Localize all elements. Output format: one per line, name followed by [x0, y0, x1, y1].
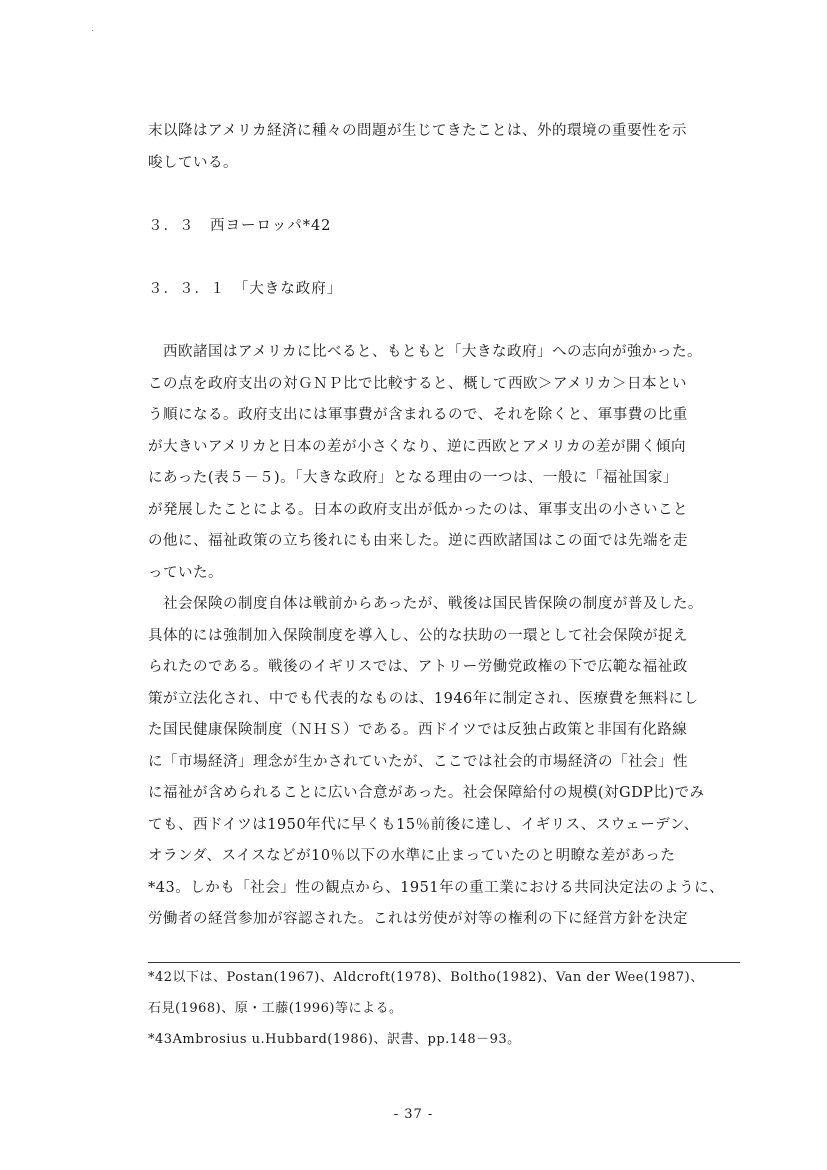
paragraph-line: っていた。	[148, 565, 223, 581]
paragraph-line: が発展したことによる。日本の政府支出が低かったのは、軍事支出の小さいこと	[148, 502, 688, 518]
scan-speck	[92, 30, 93, 31]
paragraph-line: の他に、福祉政策の立ち後れにも由来した。逆に西欧諸国はこの面では先端を走	[148, 533, 688, 549]
paragraph-line: オランダ、スイスなどが10％以下の水準に止まっていたのと明瞭な差があった	[148, 848, 676, 864]
paragraph-line: 具体的には強制加入保険制度を導入し、公的な扶助の一環として社会保険が捉え	[148, 628, 688, 644]
section-heading: ３．３ 西ヨーロッパ*42	[148, 218, 332, 234]
paragraph-line: この点を政府支出の対ＧＮＰ比で比較すると、概して西欧＞アメリカ＞日本とい	[148, 376, 687, 392]
paragraph-line: に「市場経済」理念が生かされていたが、ここでは社会的市場経済の「社会」性	[148, 754, 688, 770]
paragraph-line: にあった(表５－５)。「大きな政府」となる理由の一つは、一般に「福祉国家」	[148, 470, 678, 486]
footnote-42-line-1: *42以下は、Postan(1967)、Aldcroft(1978)、Boltho(1982)、Van der Wee(1987)、	[148, 970, 704, 985]
footnote-42-line-2: 石見(1968)、原・工藤(1996)等による。	[148, 1001, 403, 1016]
paragraph-line: 策が立法化され、中でも代表的なものは、1946年に制定され、医療費を無料にし	[148, 691, 699, 707]
paragraph-line: 西欧諸国はアメリカに比べると、もともと「大きな政府」への志向が強かった。	[148, 344, 702, 360]
paragraph-line: に福祉が含められることに広い合意があった。社会保障給付の規模(対GDP比)でみ	[148, 785, 705, 801]
footnote-43: *43Ambrosius u.Hubbard(1986)、訳書、pp.148－93。	[148, 1032, 521, 1047]
paragraph-line: う順になる。政府支出には軍事費が含まれるので、それを除くと、軍事費の比重	[148, 407, 688, 423]
intro-line-1: 末以降はアメリカ経済に種々の問題が生じてきたことは、外的環境の重要性を示	[148, 123, 687, 139]
paragraph-line: 労働者の経営参加が容認された。これは労使が対等の権利の下に経営方針を決定	[148, 911, 688, 927]
paragraph-line: ても、西ドイツは1950年代に早くも15％前後に達し、イギリス、スウェーデン、	[148, 817, 699, 833]
paragraph-line: た国民健康保険制度（ＮＨＳ）である。西ドイツでは反独占政策と非国有化路線	[148, 722, 688, 738]
paragraph-line: が大きいアメリカと日本の差が小さくなり、逆に西欧とアメリカの差が開く傾向	[148, 439, 686, 455]
subsection-heading: ３．３．１ 「大きな政府」	[148, 281, 343, 297]
intro-line-2: 唆している。	[148, 155, 238, 171]
footnote-divider	[148, 962, 740, 963]
paragraph-line: *43。しかも「社会」性の観点から、1951年の重工業における共同決定法のように、	[148, 880, 725, 896]
paragraph-line: 社会保険の制度自体は戦前からあったが、戦後は国民皆保険の制度が普及した。	[148, 596, 703, 612]
page-number: - 37 -	[393, 1107, 434, 1122]
paragraph-line: られたのである。戦後のイギリスでは、アトリー労働党政権の下で広範な福祉政	[148, 659, 688, 675]
